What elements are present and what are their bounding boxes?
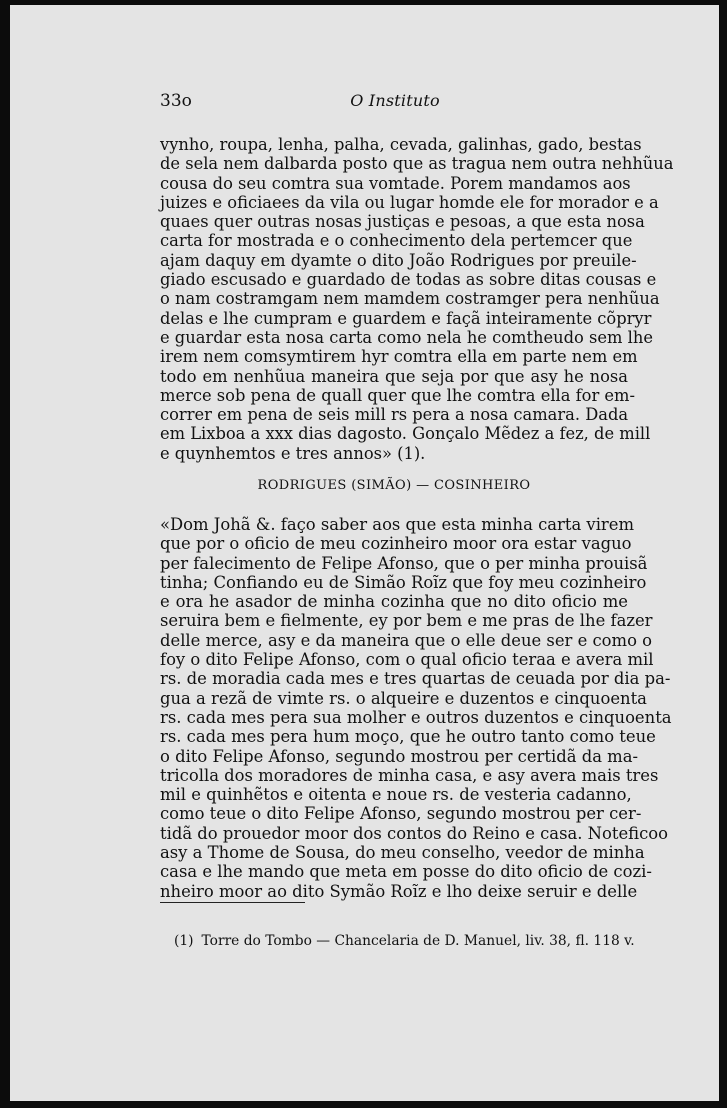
text-line: tricolla dos moradores de minha casa, e asy avera mais tres (160, 765, 659, 785)
text-line: quaes quer outras nosas justiças e pesoas, a que esta nosa (160, 212, 645, 232)
text-line: nheiro moor ao dito Symão Roĩz e lho deixe seruir e delle (160, 881, 638, 901)
paragraph-1 (160, 135, 674, 463)
text-line: juizes e oficiaees da vila ou lugar homde ele for morador e a (160, 192, 659, 212)
text-line: de sela nem dalbarda posto que as tragua nem outra nehhũua (160, 154, 674, 174)
text-line: delle merce, asy e da maneira que o elle deue ser e como o (160, 630, 653, 650)
text-line: per falecimento de Felipe Afonso, que o per minha prouisã (160, 553, 648, 573)
text-line: e quynhemtos e tres annos» (1). (160, 443, 426, 463)
text-line: como teue o dito Felipe Afonso, segundo mostrou per cer- (160, 804, 642, 824)
text-line: casa e lhe mando que meta em posse do dito oficio de cozi- (160, 862, 652, 882)
text-line: e guardar esta nosa carta como nela he comtheudo sem lhe (160, 327, 653, 347)
footnote (160, 933, 635, 949)
text-line: seruira bem e fielmente, ey por bem e me pras de lhe fazer (160, 611, 653, 631)
paragraph-2 (160, 515, 672, 901)
text-line: rs. cada mes pera hum moço, que he outro tanto como teue (160, 727, 656, 747)
footnote-marker: (1) (174, 933, 194, 949)
text-line: ajam daquy em dyamte o dito João Rodrigues por preuile- (160, 250, 637, 270)
text-line: que por o oficio de meu cozinheiro moor ora estar vaguo (160, 534, 632, 554)
text-line: em Lixboa a xxx dias dagosto. Gonçalo Mẽdez a fez, de mill (160, 424, 651, 444)
text-line: tidã do prouedor moor dos contos do Reino e casa. Noteficoo (160, 823, 669, 843)
text-line: giado escusado e guardado de todas as sobre ditas cousas e (160, 270, 657, 290)
footnote-divider (160, 902, 305, 903)
book-page (10, 5, 719, 1101)
text-line: correr em pena de seis mill rs pera a nosa camara. Dada (160, 405, 629, 425)
footnote-text: Torre do Tombo — Chancelaria de D. Manuel, liv. 38, fl. 118 v. (201, 933, 635, 949)
text-line: o nam costramgam nem mamdem costramger pera nenhũua (160, 289, 660, 309)
page-header (160, 91, 630, 115)
text-line: todo em nenhũua maneira que seja por que asy he nosa (160, 366, 628, 386)
text-line: rs. de moradia cada mes e tres quartas de ceuada por dia pa- (160, 669, 671, 689)
text-line: o dito Felipe Afonso, segundo mostrou per certidã da ma- (160, 746, 639, 766)
text-line: delas e lhe cumpram e guardem e façã inteiramente cõpryr (160, 308, 652, 328)
text-line: «Dom Johã &. faço saber aos que esta minha carta virem (160, 515, 635, 534)
text-line: tinha; Confiando eu de Simão Roĩz que foy meu cozinheiro (160, 572, 647, 592)
text-line: cousa do seu comtra sua vomtade. Porem mandamos aos (160, 173, 631, 193)
text-line: rs. cada mes pera sua molher e outros duzentos e cinquoenta (160, 707, 672, 727)
text-line: carta for mostrada e o conhecimento dela pertemcer que (160, 231, 633, 251)
text-line: foy o dito Felipe Afonso, com o qual oficio teraa e avera mil (160, 650, 654, 670)
text-line: vynho, roupa, lenha, palha, cevada, galinhas, gado, bestas (160, 135, 642, 154)
text-line: mil e quinhẽtos e oitenta e noue rs. de vesteria cadanno, (160, 785, 632, 805)
text-line: merce sob pena de quall quer que lhe comtra ella for em- (160, 385, 635, 405)
text-line: e ora he asador de minha cozinha que no dito oficio me (160, 592, 628, 612)
page-number: 33o (160, 91, 192, 111)
section-title: RODRIGUES (SIMÃO) — COSINHEIRO (257, 478, 531, 493)
text-line: irem nem comsymtirem hyr comtra ella em parte nem em (160, 347, 638, 367)
text-line: asy a Thome de Sousa, do meu conselho, veedor de minha (160, 843, 645, 863)
text-line: gua a rezã de vimte rs. o alqueire e duzentos e cinquoenta (160, 688, 647, 708)
running-title: O Instituto (350, 91, 440, 110)
